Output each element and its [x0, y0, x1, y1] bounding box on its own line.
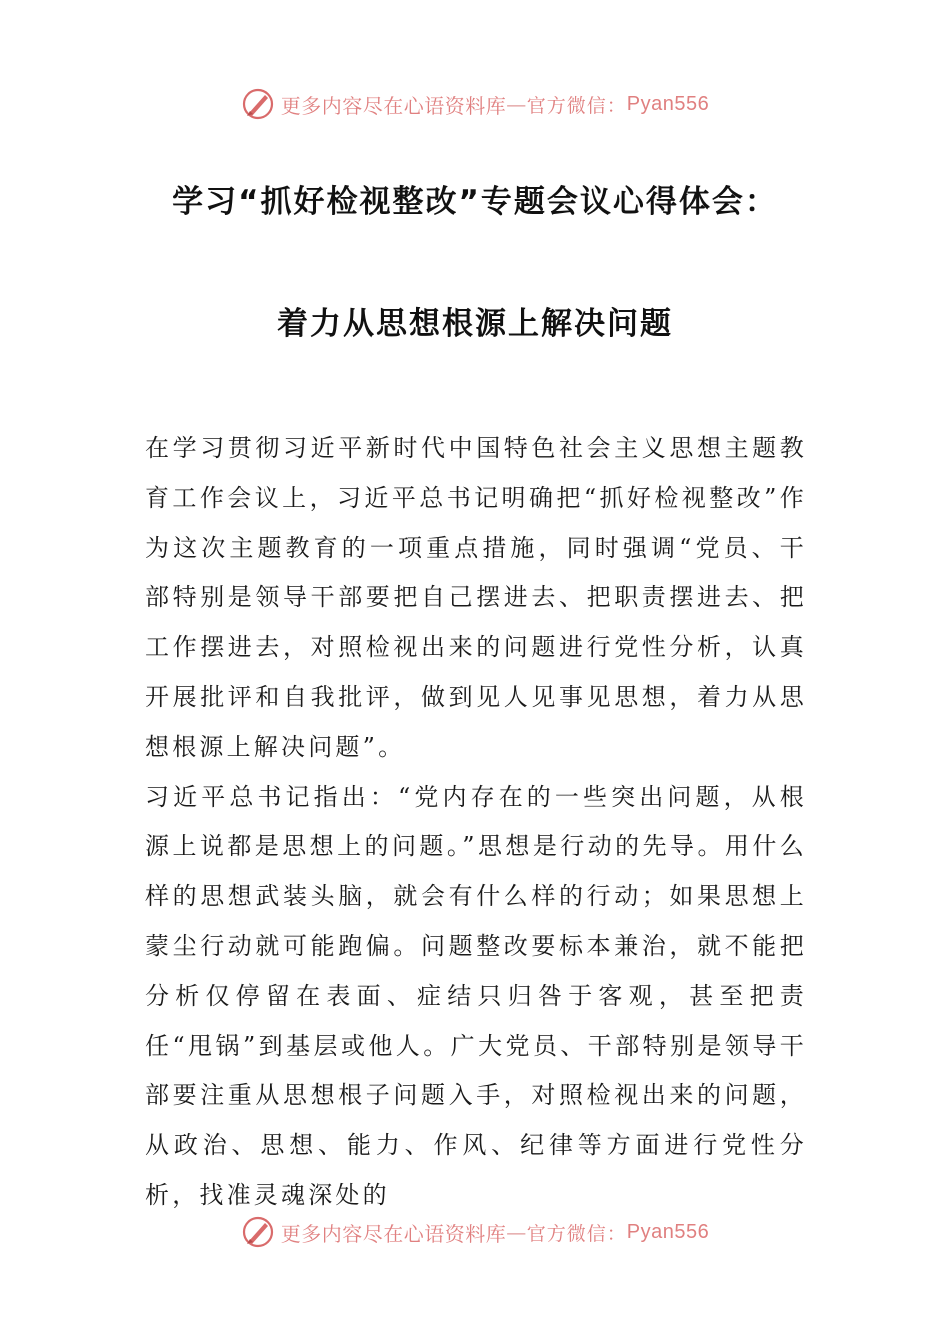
watermark-wechat-id: Pyan556	[626, 92, 710, 115]
watermark-wechat-id: Pyan556	[626, 1220, 710, 1243]
document-body	[145, 424, 807, 1221]
watermark-wechat-label: 官方微信：	[526, 1222, 627, 1245]
body-paragraph-1: 在学习贯彻习近平新时代中国特色社会主义思想主题教育工作会议上，习近平总书记明确把“抓好检视整改”作为这次主题教育的一项重点措施，同时强调“党员、干部特别是领导干部要把自己摆进去、把职责摆进去、把工作摆进去，对照检视出来的问题进行党性分析，认真开展批评和自我批评，做到见人见事见思想，着力从思想根源上解决问题”。	[145, 434, 807, 761]
watermark-separator: —	[506, 1220, 527, 1244]
watermark-main-text: 更多内容尽在心语资料库	[280, 1221, 507, 1246]
watermark-wechat-label: 官方微信：	[526, 94, 627, 117]
body-paragraph-2: 习近平总书记指出：“党内存在的一些突出问题，从根源上说都是思想上的问题。”思想是行动的先导。用什么样的思想武装头脑，就会有什么样的行动；如果思想上蒙尘行动就可能跑偏。问题整改要标本兼治，就不能把分析仅停留在表面、症结只归咎于客观，甚至把责任“甩锅”到基层或他人。广大党员、干部特别是领导干部要注重从思想根子问题入手，对照检视出来的问题，从政治、思想、能力、作风、纪律等方面进行党性分析，找准灵魂深处的	[145, 782, 807, 1209]
pen-logo-icon	[241, 87, 275, 121]
pen-logo-icon	[241, 1215, 275, 1249]
watermark-main-text: 更多内容尽在心语资料库	[280, 93, 507, 118]
document-title-line-1: 学习“抓好检视整改”专题会议心得体会：	[172, 184, 778, 220]
watermark-footer	[0, 1212, 950, 1252]
watermark-separator: —	[506, 92, 527, 116]
watermark-header	[0, 84, 950, 124]
document-title-line-2: 着力从思想根源上解决问题	[277, 306, 673, 342]
